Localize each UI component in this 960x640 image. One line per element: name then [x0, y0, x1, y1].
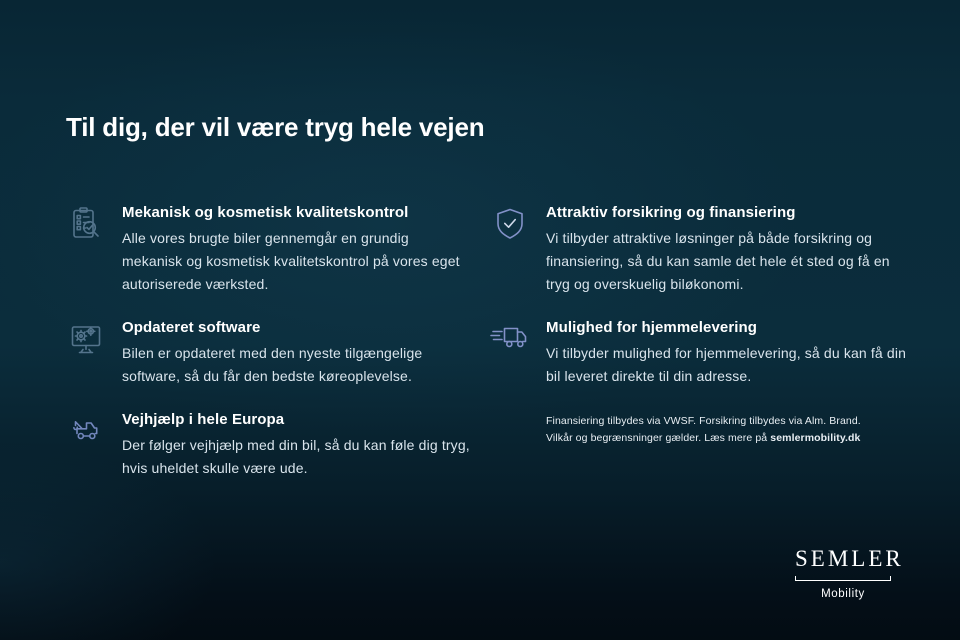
feature-updated-software — [66, 318, 470, 388]
delivery-truck-icon — [490, 319, 530, 359]
feature-text — [122, 410, 470, 480]
disclaimer-line-1: Finansiering tilbydes via VWSF. Forsikring tilbydes via Alm. Brand. — [546, 415, 861, 427]
logo-brand-text: SEMLER — [795, 546, 904, 571]
disclaimer-website: semlermobility.dk — [770, 432, 861, 444]
feature-body: Der følger vejhjælp med din bil, så du kan føle dig tryg, hvis uheldet skulle være ude. — [122, 437, 470, 476]
feature-title: Mulighed for hjemmelevering — [546, 319, 758, 336]
feature-text — [122, 203, 470, 296]
feature-text — [122, 318, 470, 388]
feature-roadside-assistance — [66, 410, 470, 480]
feature-body: Bilen er opdateret med den nyeste tilgængelige software, så du får den bedste køreoplevelse. — [122, 345, 423, 384]
feature-quality-control — [66, 203, 470, 296]
feature-body: Alle vores brugte biler gennemgår en grundig mekanisk og kosmetisk kvalitetskontrol på vores eget autoriserede værksted. — [122, 230, 460, 292]
feature-text — [546, 203, 908, 296]
feature-title: Opdateret software — [122, 319, 261, 336]
feature-title: Vejhjælp i hele Europa — [122, 411, 285, 428]
feature-home-delivery — [490, 318, 908, 388]
disclaimer — [490, 410, 908, 447]
feature-insurance-financing — [490, 203, 908, 296]
logo-bracket-line — [795, 576, 891, 581]
features-grid — [66, 203, 908, 480]
monitor-gears-icon — [66, 319, 106, 359]
feature-title: Attraktiv forsikring og finansiering — [546, 204, 796, 221]
semler-mobility-logo — [795, 546, 904, 600]
disclaimer-line-2-text: Vilkår og begrænsninger gælder. Læs mere på — [546, 432, 771, 444]
page-title: Til dig, der vil være tryg hele vejen — [66, 112, 485, 142]
tow-truck-icon — [66, 411, 106, 451]
feature-title: Mekanisk og kosmetisk kvalitetskontrol — [122, 204, 409, 221]
shield-check-icon — [490, 204, 530, 244]
feature-body: Vi tilbyder attraktive løsninger på både forsikring og finansiering, så du kan samle det hele ét sted og få en tryg og overskuelig biløkonomi. — [546, 230, 890, 292]
clipboard-search-icon — [66, 204, 106, 244]
logo-sub-text: Mobility — [821, 588, 865, 600]
disclaimer-line-2 — [546, 430, 908, 447]
feature-body: Vi tilbyder mulighed for hjemmelevering, så du kan få din bil leveret direkte til din adresse. — [546, 345, 907, 384]
feature-text — [546, 318, 908, 388]
